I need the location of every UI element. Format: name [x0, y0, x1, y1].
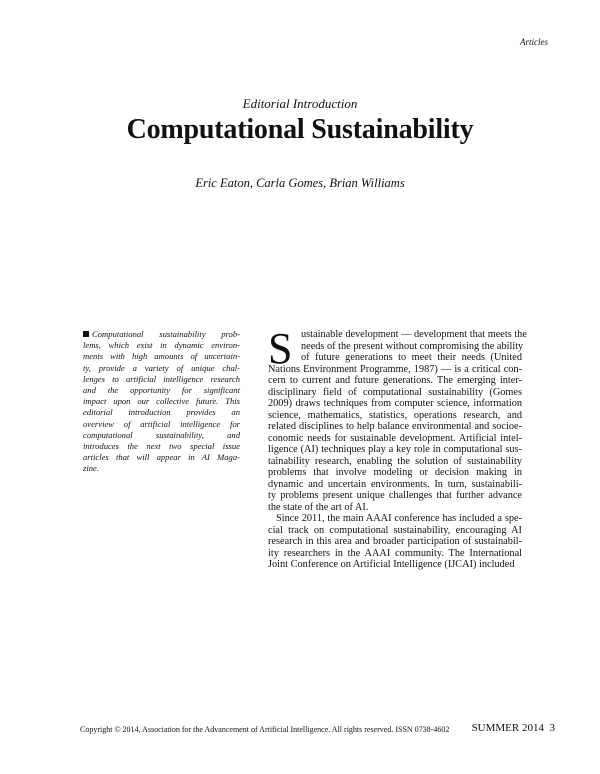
- text-line: ity researchers in the AAAI community. The International: [268, 547, 522, 559]
- text-line: disciplinary field of computational sustainability (Gomes: [268, 386, 522, 398]
- text-line: introduces the next two special issue: [83, 440, 240, 451]
- body-text: [268, 324, 527, 571]
- text-line: cial track on computational sustainability, encouraging AI: [268, 524, 522, 536]
- text-line: overview of artificial intelligence for: [83, 418, 240, 429]
- bullet-icon: [83, 331, 89, 337]
- text-line: the state of the art of AI.: [268, 501, 369, 513]
- text-line: articles that will appear in AI Maga-: [83, 452, 240, 463]
- text-line: lenges to artificial intelligence research: [83, 373, 240, 384]
- text: Computational sustainability prob-: [92, 329, 240, 339]
- kicker: Editorial Introduction: [242, 96, 358, 111]
- text-line: [83, 329, 240, 340]
- authors: Eric Eaton, Carla Gomes, Brian Williams: [195, 176, 405, 190]
- text-line: research in this area and broader participation of sustainabil-: [268, 536, 522, 547]
- page-number: 3: [549, 722, 555, 734]
- text-line: tainability research, enabling the solution of sustainability: [268, 455, 522, 467]
- text-line: and the opportunity for significant: [83, 384, 240, 395]
- text-line: Since 2011, the main AAAI conference has included a spe-: [276, 513, 522, 524]
- drop-cap: S: [268, 324, 293, 373]
- text-line: science, mathematics, statistics, operations research, and: [268, 409, 522, 421]
- text-line: ty problems present unique challenges that further advance: [268, 490, 522, 501]
- text-line: needs of the present without compromising the ability: [301, 340, 524, 352]
- paragraph-2: [268, 513, 522, 571]
- paragraph-1: [268, 324, 527, 513]
- text-line: of future generations to meet their needs (United: [301, 352, 522, 363]
- abstract: [83, 329, 240, 474]
- text-line: editorial introduction provides an: [83, 407, 240, 418]
- text-line: dynamic and uncertain environments. In turn, sustainabili-: [268, 478, 522, 490]
- text-line: conomic needs for sustainable development. Artificial intel-: [268, 432, 522, 444]
- section-label: Articles: [520, 37, 548, 47]
- article-title: Computational Sustainability: [126, 114, 474, 145]
- text-line: related disciplines to help balance environmental and socioe-: [268, 421, 522, 432]
- copyright: Copyright © 2014, Association for the Advancement of Artificial Intelligence. All rights reserved. ISSN 0738-4602: [80, 725, 450, 734]
- text-line: computational sustainability, and: [83, 429, 240, 440]
- text-line: lems, which exist in dynamic environ-: [83, 340, 240, 351]
- text-line: impact upon our collective future. This: [83, 396, 240, 407]
- text-line: ustainable development — development that meets the: [301, 329, 527, 340]
- page-info: [472, 722, 555, 734]
- text-line: ty, provide a variety of unique chal-: [83, 362, 240, 373]
- text-line: Nations Environment Programme, 1987) — is a critical con-: [268, 363, 522, 375]
- text-line: ments with high amounts of uncertain-: [83, 351, 240, 362]
- text-line: cern to current and future generations. The emerging inter-: [268, 375, 522, 386]
- issue: SUMMER 2014: [471, 722, 544, 734]
- text-line: zine.: [83, 463, 99, 474]
- text-line: Joint Conference on Artificial Intelligence (IJCAI) included: [268, 559, 515, 570]
- text-line: problems that involve modeling or decision making in: [268, 467, 522, 478]
- text-line: 2009) draws techniques from computer science, information: [268, 398, 522, 409]
- text-line: ligence (AI) techniques play a key role in computational sus-: [268, 444, 522, 455]
